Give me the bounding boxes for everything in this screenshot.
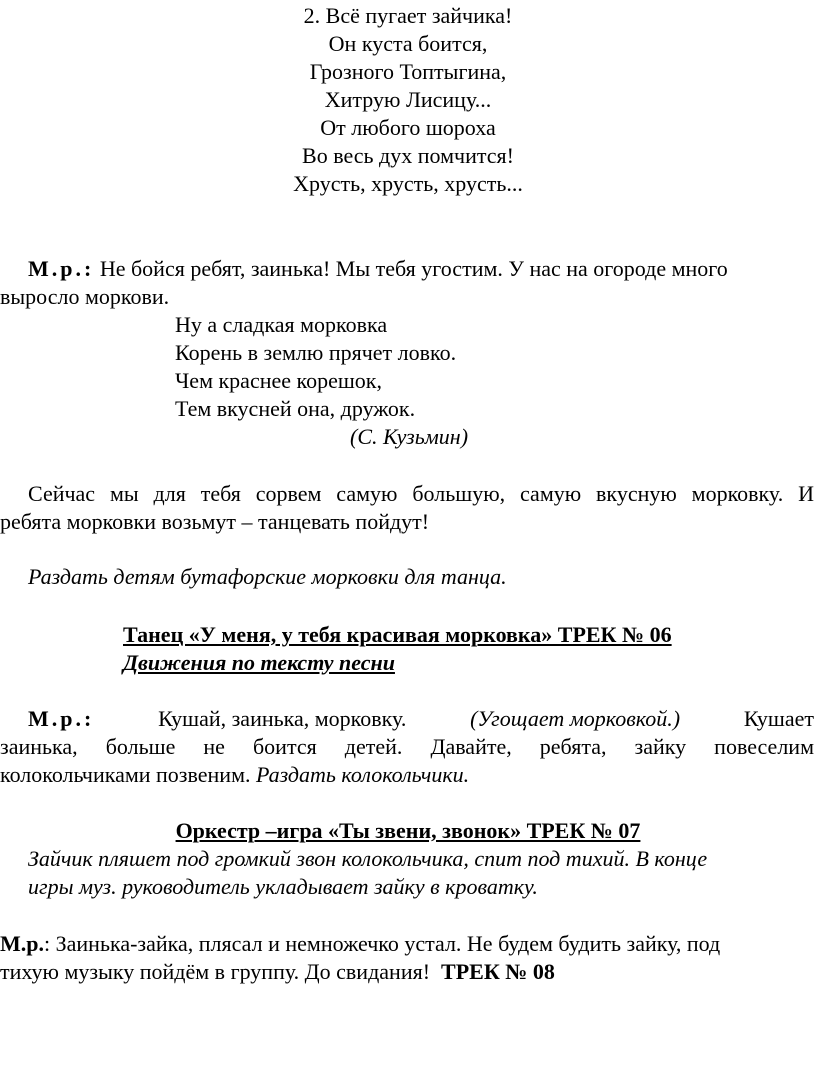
paragraph-4-line-2 [0,958,555,986]
paragraph-3-text: Кушай, заинька, морковку. [158,706,407,731]
speaker-label: М.р.: [28,256,95,281]
dance-title: Танец «У меня, у тебя красивая морковка» ТРЕК № 06 [123,622,672,647]
track-label: ТРЕК № 08 [441,959,555,984]
poem1-line-4: Хитрую Лисицу... [324,87,492,112]
paragraph-1-line-1 [28,255,728,283]
paragraph-3-text-3: колокольчиками позвеним. [0,762,251,787]
paragraph-3-line-3 [0,761,469,789]
paragraph-4-text: : Заинька-зайка, плясал и немножечко устал. Не будем будить зайку, под [44,931,721,956]
poem2-author: (С. Кузьмин) [350,424,469,449]
poem1-line-3: Грозного Топтыгина, [309,59,507,84]
orchestra-title: Оркестр –игра «Ты звени, звонок» ТРЕК № 07 [175,818,641,843]
paragraph-3-italic-note: (Угощает морковкой.) [470,706,681,731]
paragraph-4-text-2: тихую музыку пойдём в группу. До свидания! [0,959,431,984]
dance-subtitle: Движения по тексту песни [123,650,395,675]
poem1-line-6: Во весь дух помчится! [302,143,514,168]
poem2-line-2: Корень в землю прячет ловко. [175,340,457,365]
orchestra-note-line-1: Зайчик пляшет под громкий звон колокольчика, спит под тихий. В конце [28,846,708,871]
paragraph-1-text: Не бойся ребят, заинька! Мы тебя угостим. У нас на огороде много [99,256,728,281]
poem2-line-3: Чем краснее корешок, [175,368,382,393]
paragraph-3-line-1 [28,705,814,733]
paragraph-3-line-2: заинька, больше не боится детей. Давайте, ребята, зайку повеселим [0,734,814,759]
orchestra-note-line-2: игры муз. руководитель укладывает зайку в кроватку. [28,874,538,899]
paragraph-2-line-2: ребята морковки возьмут – танцевать пойдут! [0,509,430,534]
paragraph-2-line-1: Сейчас мы для тебя сорвем самую большую, самую вкусную морковку. И [28,481,814,506]
poem1-line-5: От любого шороха [320,115,496,140]
poem1-line-1: 2. Всё пугает зайчика! [303,3,513,28]
stage-note-1: Раздать детям бутафорские морковки для танца. [28,564,507,589]
poem2-line-1: Ну а сладкая морковка [175,312,388,337]
speaker-label: М.р. [0,931,44,956]
paragraph-4-line-1 [0,930,720,958]
paragraph-3-italic-note-2: Раздать колокольчики. [256,762,470,787]
poem1-line-7: Хрусть, хрусть, хрусть... [293,171,523,196]
poem1-line-2: Он куста боится, [328,31,488,56]
paragraph-3-text-end: Кушает [743,706,814,731]
speaker-label: М.р.: [28,706,95,731]
paragraph-1-line-2: выросло моркови. [0,284,170,309]
poem2-line-4: Тем вкусней она, дружок. [175,396,416,421]
